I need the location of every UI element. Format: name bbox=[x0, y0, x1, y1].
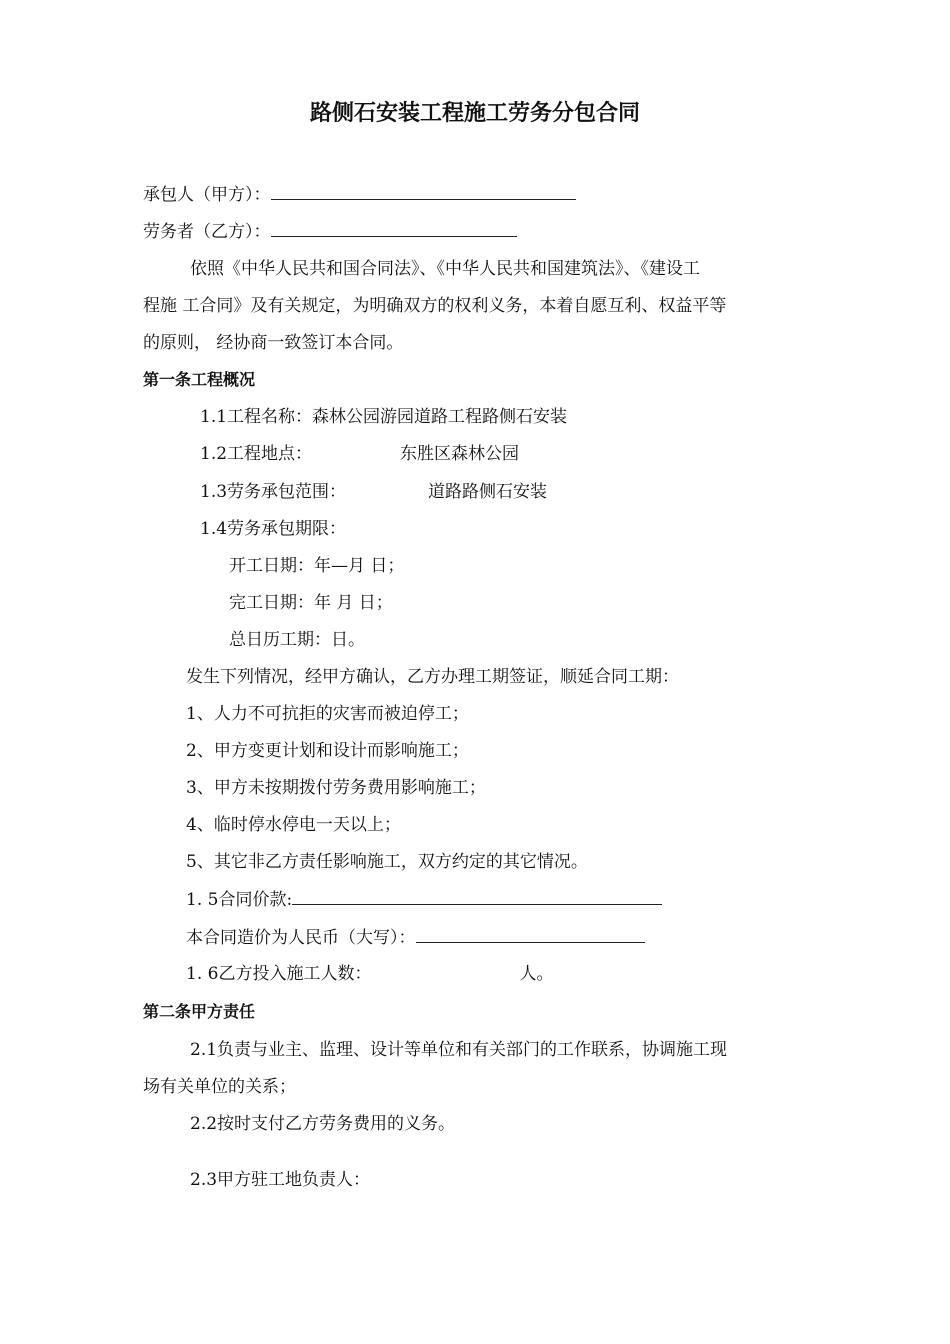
scope-row bbox=[200, 481, 547, 503]
location-label: 1.2工程地点： bbox=[200, 444, 313, 464]
condition-item: 1、人力不可抗拒的灾害而被迫停工； bbox=[186, 704, 469, 724]
project-name: 1.1工程名称：森林公园游园道路工程路侧石安装 bbox=[200, 407, 568, 427]
duty-2-3: 2.3甲方驻工地负责人： bbox=[190, 1170, 371, 1190]
price-label: 1. 5合同价款: bbox=[186, 890, 293, 910]
party-b-label: 劳务者（乙方）： bbox=[143, 222, 271, 242]
intro-line-3: 的原则， 经协商一致签订本合同。 bbox=[143, 333, 404, 353]
project-location-row bbox=[200, 443, 519, 465]
duty-2-2: 2.2按时支付乙方劳务费用的义务。 bbox=[190, 1114, 456, 1134]
price-words-row bbox=[186, 926, 645, 949]
duty-2-1-line-2: 场有关单位的关系； bbox=[143, 1077, 296, 1097]
workers-unit: 人。 bbox=[519, 964, 554, 984]
document-title: 路侧石安装工程施工劳务分包合同 bbox=[309, 100, 640, 126]
duty-2-1-line-1: 2.1负责与业主、监理、设计等单位和有关部门的工作联系，协调施工现 bbox=[190, 1040, 728, 1060]
extension-intro: 发生下列情况，经甲方确认，乙方办理工期签证，顺延合同工期： bbox=[186, 667, 679, 687]
price-words-blank[interactable] bbox=[416, 926, 645, 943]
price-words-label: 本合同造价为人民币（大写）： bbox=[186, 928, 416, 948]
workers-label: 1. 6乙方投入施工人数： bbox=[186, 964, 372, 984]
scope-label: 1.3劳务承包范围： bbox=[200, 482, 347, 502]
party-a-label: 承包人（甲方）： bbox=[143, 185, 271, 205]
party-a-blank[interactable] bbox=[271, 183, 576, 200]
price-row bbox=[186, 888, 662, 911]
party-b-row bbox=[143, 220, 517, 243]
total-days: 总日历工期：日。 bbox=[229, 630, 365, 650]
article-1-heading: 第一条工程概况 bbox=[143, 370, 256, 389]
end-date: 完工日期：年 月 日； bbox=[229, 593, 393, 613]
location-value: 东胜区森林公园 bbox=[400, 444, 520, 464]
period-label: 1.4劳务承包期限： bbox=[200, 519, 347, 539]
party-a-row bbox=[143, 183, 576, 206]
condition-item: 3、甲方未按期拨付劳务费用影响施工； bbox=[186, 778, 486, 798]
article-2-heading: 第二条甲方责任 bbox=[143, 1002, 256, 1021]
condition-item: 4、临时停水停电一天以上； bbox=[186, 815, 401, 835]
condition-item: 5、其它非乙方责任影响施工，双方约定的其它情况。 bbox=[186, 852, 588, 872]
intro-line-2: 程施 工合同》及有关规定，为明确双方的权利义务，本着自愿互利、权益平等 bbox=[143, 296, 727, 316]
scope-value: 道路路侧石安装 bbox=[428, 482, 548, 502]
workers-row bbox=[186, 963, 553, 985]
intro-line-1: 依照《中华人民共和国合同法》、《中华人民共和国建筑法》、《建设工 bbox=[190, 259, 700, 279]
price-blank[interactable] bbox=[292, 888, 662, 905]
start-date: 开工日期：年—月 日； bbox=[229, 556, 405, 576]
party-b-blank[interactable] bbox=[271, 220, 517, 237]
condition-item: 2、甲方变更计划和设计而影响施工； bbox=[186, 741, 469, 761]
